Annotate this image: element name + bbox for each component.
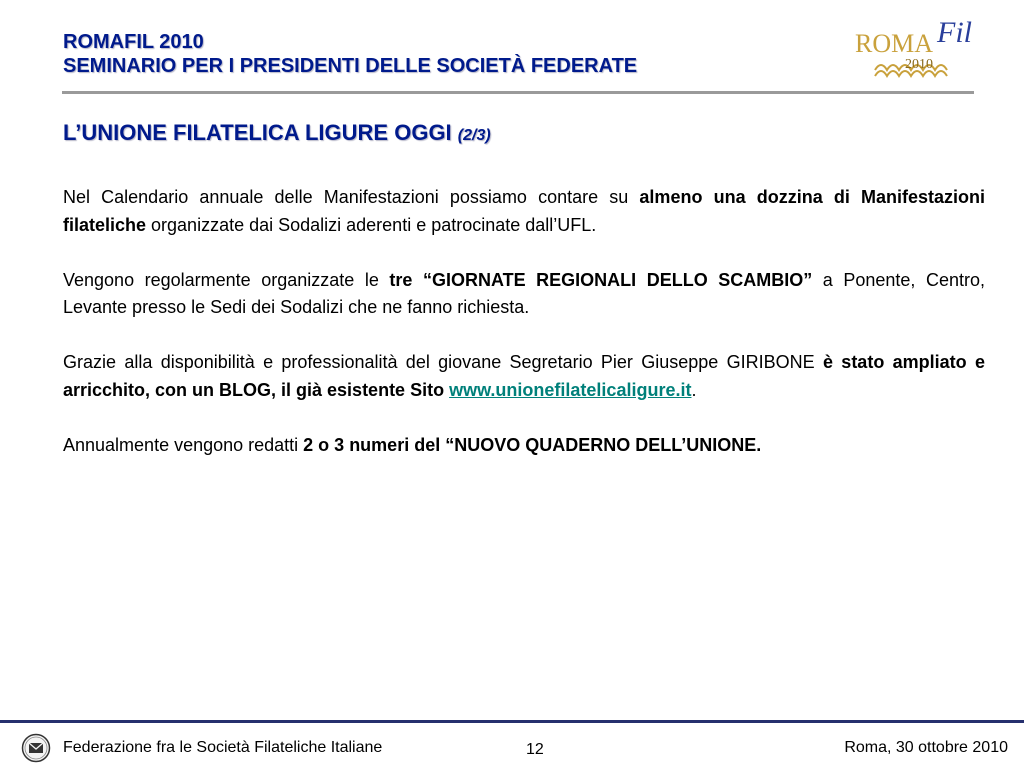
p2-bold: tre “GIORNATE REGIONALI DELLO SCAMBIO” <box>389 269 813 290</box>
page-number: 12 <box>526 741 544 758</box>
p1-bold: almeno una dozzina di Manifestazioni filateliche <box>63 187 986 235</box>
header-divider <box>62 91 974 94</box>
slide-body <box>63 184 985 487</box>
paragraph-2 <box>63 267 985 322</box>
envelope-icon <box>21 733 51 763</box>
p3-text: Grazie alla disponibilità e professionalità del giovane Segretario Pier Giuseppe GIRIBONE <box>63 352 823 372</box>
paragraph-1 <box>63 184 985 239</box>
website-link[interactable]: www.unionefilatelicaligure.it <box>449 379 692 400</box>
header-title: ROMAFIL 2010 <box>63 31 204 53</box>
paragraph-4 <box>63 432 985 460</box>
p4-bold: 2 o 3 numeri del “NUOVO QUADERNO DELL’UNIONE. <box>303 434 762 455</box>
logo-roma-text: ROMA <box>855 29 934 58</box>
p2-text-end: a Ponente, Centro, Levante presso le Sedi dei Sodalizi che ne fanno richiesta. <box>63 269 985 317</box>
footer-date: Roma, 30 ottobre 2010 <box>844 739 1008 756</box>
romafil-logo <box>845 8 993 90</box>
p3-bold: è stato ampliato e arricchito, con un BLOG, il già esistente Sito <box>63 352 985 400</box>
slide-title <box>63 119 491 150</box>
p4-text: Annualmente vengono redatti <box>63 434 304 455</box>
footer-organization: Federazione fra le Società Filateliche Italiane <box>63 739 383 756</box>
header-subtitle: SEMINARIO PER I PRESIDENTI DELLE SOCIETÀ FEDERATE <box>63 55 638 77</box>
p1-text-end: organizzate dai Sodalizi aderenti e patrocinate dall’UFL. <box>146 214 597 235</box>
slide-title-counter: (2/3) <box>457 127 491 144</box>
logo-fil-text: Fil <box>937 16 972 49</box>
slide-title-text: L’UNIONE FILATELICA LIGURE OGGI <box>63 120 452 145</box>
p1-text: Nel Calendario annuale delle Manifestazioni possiamo contare su <box>63 187 640 207</box>
footer-divider <box>0 720 1024 723</box>
p2-text: Vengono regolarmente organizzate le <box>63 269 390 290</box>
p3-text-end: . <box>691 379 697 400</box>
paragraph-3 <box>63 349 985 404</box>
logo-year-text: 2010 <box>905 57 933 72</box>
slide-header <box>63 30 637 78</box>
